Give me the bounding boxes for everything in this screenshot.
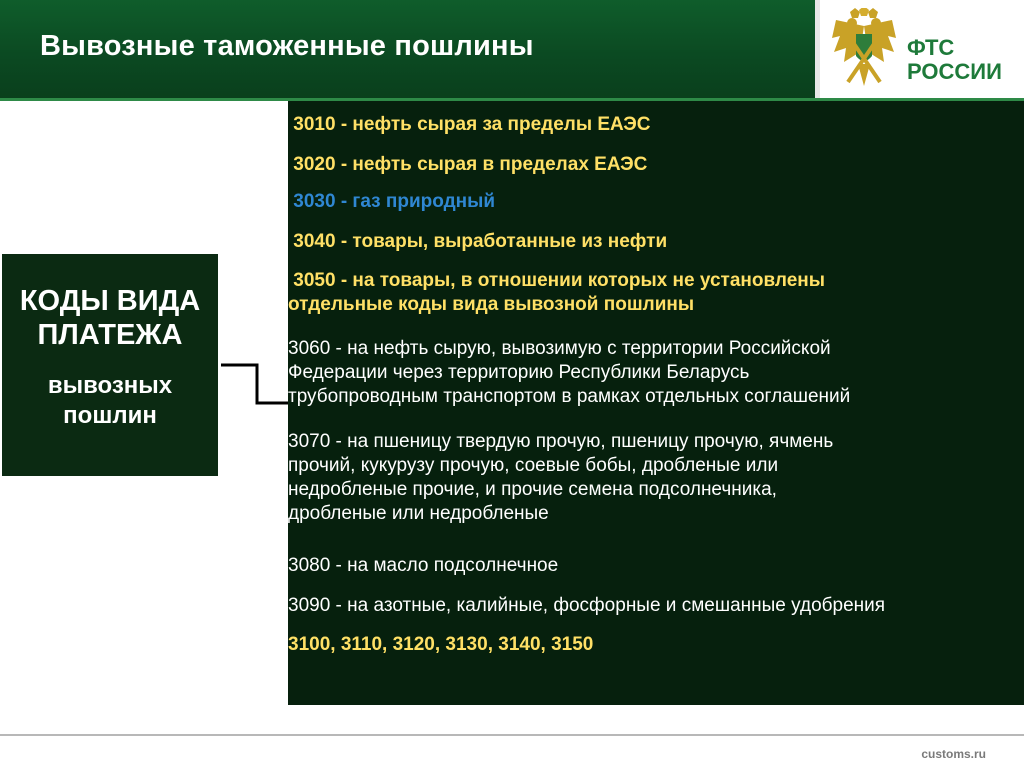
slide-header [0, 0, 815, 98]
code-item-3010: 3010 - нефть сырая за пределы ЕАЭС [288, 114, 651, 135]
fts-logo-text [907, 36, 1002, 84]
code-item-3030: 3030 - газ природный [288, 191, 496, 212]
label-line-4: пошлин [63, 402, 157, 429]
payment-codes-label [2, 254, 218, 476]
code-item-3060: 3060 - на нефть сырую, вывозимую с территории Российской Федерации через территорию Республики Беларусь трубопроводным транспортом в рамках отдельных соглашений [288, 338, 851, 407]
code-item-3100-3150: 3100, 3110, 3120, 3130, 3140, 3150 [288, 634, 594, 655]
code-item-3080: 3080 - на масло подсолнечное [288, 555, 559, 576]
code-item-3020: 3020 - нефть сырая в пределах ЕАЭС [288, 154, 648, 175]
code-item-3050: 3050 - на товары, в отношении которых не установлены отдельные коды вида вывозной пошлины [288, 270, 825, 315]
label-line-1: КОДЫ ВИДА [19, 285, 201, 317]
label-heading [2, 284, 218, 352]
label-line-3: вывозных [47, 372, 173, 399]
label-subheading [2, 371, 218, 431]
bracket-connector [221, 362, 291, 406]
page-title: Вывозные таможенные пошлины [40, 30, 534, 62]
code-item-3040: 3040 - товары, выработанные из нефти [288, 231, 668, 252]
code-item-3070: 3070 - на пшеницу твердую прочую, пшеницу прочую, ячмень прочий, кукурузу прочую, соевые бобы, дробленые или недробленые прочие, и прочие семена подсолнечника, дробленые или недробленые [288, 431, 834, 524]
footer-divider [0, 734, 1024, 736]
footer-site: customs.ru [921, 747, 986, 761]
fts-logo [820, 0, 1024, 98]
eagle-emblem-icon [830, 8, 898, 90]
label-line-2: ПЛАТЕЖА [37, 319, 183, 351]
logo-line-1: ФТС [907, 35, 955, 60]
code-item-3090: 3090 - на азотные, калийные, фосфорные и смешанные удобрения [288, 595, 886, 616]
logo-line-2: РОССИИ [907, 59, 1002, 84]
